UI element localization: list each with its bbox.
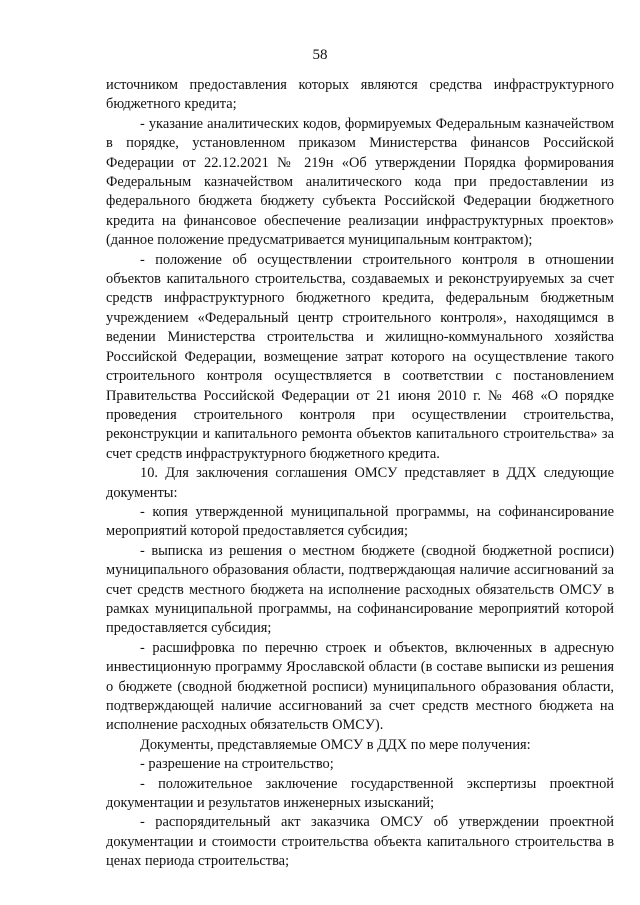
paragraph-continuation: источником предоставления которых являются средства инфраструктурного бюджетного кредита; — [106, 77, 614, 113]
paragraph-item-10: 10. Для заключения соглашения ОМСУ представляет в ДДХ следующие документы: — [106, 465, 614, 501]
paragraph-budget-extract: - выписка из решения о местном бюджете (сводной бюджетной росписи) муниципального образования области, подтверждающая наличие ассигнований за счет средств местного бюджета на исполнение расходных обязательств ОМСУ в рамках муниципальной программы, на софинансирование мероприятий которой предоставляется субсидия; — [106, 542, 614, 637]
document-body — [106, 76, 614, 872]
paragraph-program-copy: - копия утвержденной муниципальной программы, на софинансирование мероприятий которой предоставляется субсидия; — [106, 503, 614, 540]
paragraph-breakdown: - расшифровка по перечню строек и объектов, включенных в адресную инвестиционную программу Ярославской области (в составе выписки из решения о бюджете (сводной бюджетной росписи) муниципального образования области, подтверждающей наличие ассигнований за счет средств местного бюджета на исполнение расходных обязательств ОМСУ). — [106, 639, 614, 734]
paragraph-administrative-act: - распорядительный акт заказчика ОМСУ об утверждении проектной документации и стоимости строительства объекта капитального строительства в ценах периода строительства; — [106, 814, 614, 870]
paragraph-expertise: - положительное заключение государственной экспертизы проектной документации и результатов инженерных изысканий; — [106, 775, 614, 812]
paragraph-documents-heading: Документы, представляемые ОМСУ в ДДХ по мере получения: — [140, 736, 531, 753]
page-number: 58 — [312, 47, 328, 63]
paragraph-building-permit: - разрешение на строительство; — [140, 756, 334, 773]
paragraph-analytic-codes: - указание аналитических кодов, формируемых Федеральным казначейством в порядке, установленном приказом Министерства финансов Российской Федерации от 22.12.2021 № 219н «Об утверждении Порядка формирования Федеральным казначейством аналитического кода при предоставлении из федерального бюджета бюджету субъекта Российской Федерации бюджетного кредита на финансовое обеспечение реализации инфраструктурных проектов» (данное положение предусматривается муниципальным контрактом); — [106, 115, 614, 249]
paragraph-construction-control: - положение об осуществлении строительного контроля в отношении объектов капитального строительства, создаваемых и реконструируемых за счет средств инфраструктурного бюджетного кредита, федеральным бюджетным учреждением «Федеральный центр строительного контроля», находящимся в ведении Министерства строительства и жилищно-коммунального хозяйства Российской Федерации, возмещение затрат которого на осуществление такого строительного контроля осуществляется в соответствии с постановлением Правительства Российской Федерации от 21 июня 2010 г. № 468 «О порядке проведения строительного контроля при осуществлении строительства, реконструкции и капитального ремонта объектов капитального строительства» за счет средств инфраструктурного бюджетного кредита. — [106, 251, 614, 462]
